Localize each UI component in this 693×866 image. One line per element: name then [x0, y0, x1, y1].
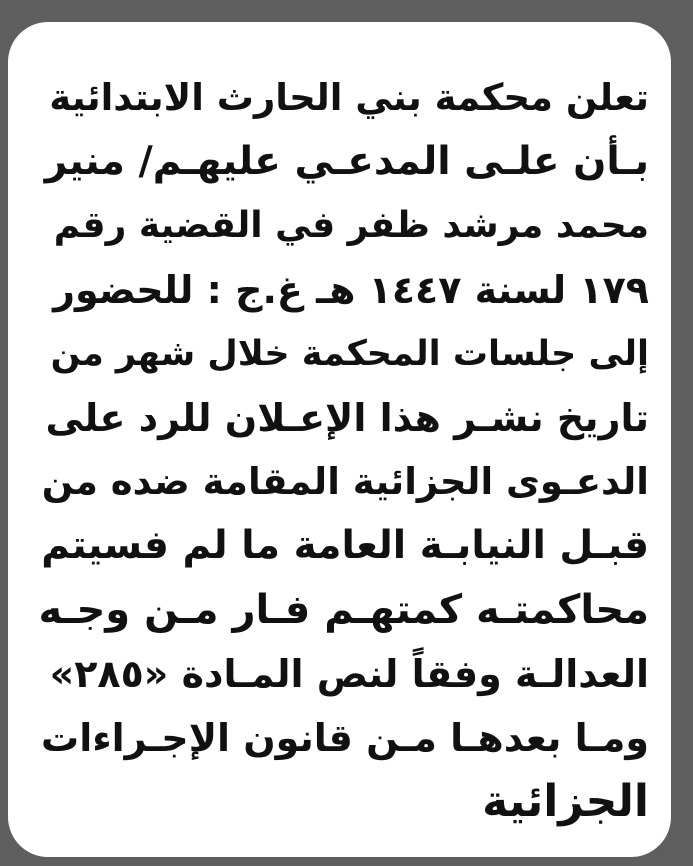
notice-line: الجزائية — [482, 776, 649, 827]
notice-line: ١٧٩ لسنة ١٤٤٧ هـ غ.ج : للحضور — [53, 268, 649, 312]
notice-line: ومـا بعدهـا مـن قانون الإجـراءات — [41, 716, 649, 760]
notice-line: العدالـة وفقاً لنص المـادة «٢٨٥» — [49, 652, 649, 696]
notice-line: تعلن محكمة بني الحارث الابتدائية — [49, 76, 649, 119]
notice-line: محاكمتـه كمتهـم فـار مـن وجـه — [38, 587, 649, 633]
notice-line: محمد مرشد ظفر في القضية رقم — [53, 205, 649, 246]
notice-line: تاريخ نشـر هذا الإعـلان للرد على — [45, 396, 649, 440]
notice-line: بـأن علـى المدعـي عليهـم/ منير — [44, 139, 649, 184]
notice-card — [8, 22, 671, 857]
notice-line: إلى جلسات المحكمة خلال شهر من — [50, 334, 649, 374]
notice-line: الدعـوى الجزائية المقامة ضده من — [41, 460, 649, 503]
court-notice-text — [38, 66, 649, 834]
notice-line: قبـل النيابـة العامة ما لم فسيتم — [41, 523, 649, 568]
